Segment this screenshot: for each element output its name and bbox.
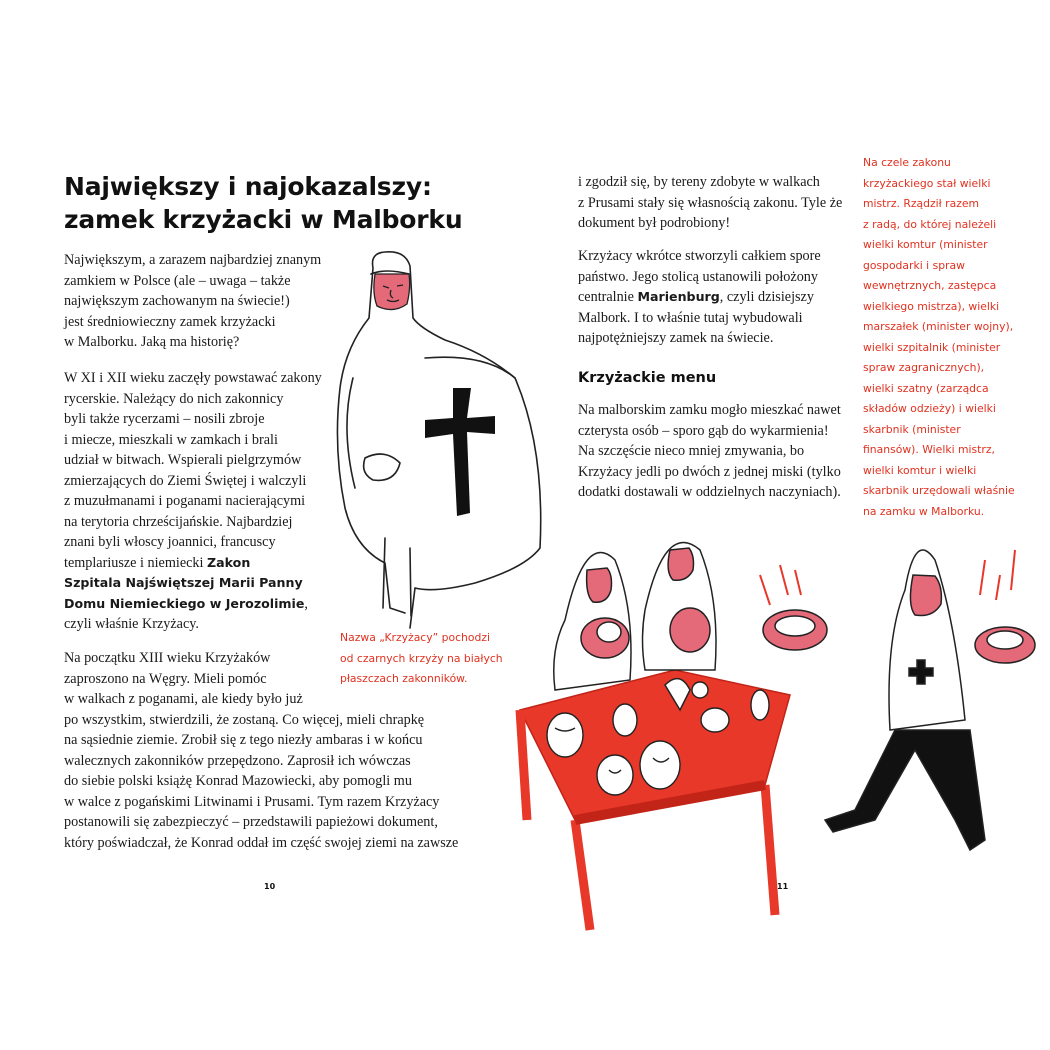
cross-icon (425, 388, 495, 516)
state-text: Krzyżacy wkrótce stworzyli całkiem spore państwo. Jego stolicą ustanowili położony centralnie (578, 248, 821, 305)
history-paragraph (64, 368, 364, 635)
state-text-end: , czyli dzisiejszy Malbork. I to właśnie tutaj wybudowali najpotężniejszy zamek na świecie. (578, 289, 814, 346)
red-table (520, 670, 790, 930)
history-paragraph-2: Na początku XIII wieku Krzyżaków zaproszono na Węgry. Mieli pomóc w walkach z poganami, ale kiedy było już po wszystkim, stwierdzili, że zostaną. Co więcej, mieli chrapkę na sąsiednie ziemie. Zrobił się z tego niezły ambaras i w końcu walecznych zakonników przepędzono. Zaprosił ich wówczas do siebie polski książę Konrad Mazowiecki, aby pomogli mu w walce z pogańskimi Litwinami i Prusami. Tym razem Krzyżacy postanowili się zabezpieczyć – przedstawili papieżowi dokument, który poświadczał, że Konrad oddał im część swojej ziemi na zawsze (64, 650, 459, 851)
page-number-left: 10 (264, 882, 276, 891)
page-title (64, 170, 524, 236)
right-paragraph-2 (578, 246, 858, 349)
history-text: W XI i XII wieku zaczęły powstawać zakony rycerskie. Należący do nich zakonnicy byli także rycerzami – nosili zbroje i miecze, mieszkali w zamkach i brali udział w bitwach. Wspierali pielgrzymów zmierzających do Ziemi Świętej i walczyli z muzułmanami i poganami nacierającymi na terytoria chrześcijańskie. Najbardziej znani byli włoscy joannici, francuscy templariusze i niemiecki (64, 370, 322, 571)
monk-left (554, 553, 631, 691)
order-name-bold: Zakon Szpitala Najświętszej Marii Panny Domu Niemieckiego w Jerozolimie (64, 554, 305, 611)
right-paragraph-1: i zgodził się, by tereny zdobyte w walkach z Prusami stały się własnością zakonu. Tyle że dokument był podrobiony! (578, 174, 843, 231)
feast-illustration (515, 520, 1045, 930)
monk-running (760, 550, 1035, 850)
right-paragraph-3: Na malborskim zamku mogło mieszkać nawet czterysta osób – sporo gąb do wykarmienia! Na szczęście nieco mniej zmywania, bo Krzyżacy jedli po dwóch z jednej miski (tylko dodatki dostawali w oddzielnych naczyniach). (578, 402, 841, 500)
illustration-caption: Nazwa „Krzyżacy” pochodzi od czarnych krzyży na białych płaszczach zakonników. (340, 631, 503, 685)
grand-master-sidenote: Na czele zakonu krzyżackiego stał wielki mistrz. Rządził razem z radą, do której należeli wielki komtur (minister gospodarki i spraw wewnętrznych, zastępca wielkiego mistrza), wielki marszałek (minister wojny), wielki szpitalnik (minister spraw zagranicznych), wielki szatny (zarządca składów odzieży) i wielki skarbnik (minister finansów). Wielki mistrz, wielki komtur i wielki skarbnik urzędowali właśnie na zamku w Malborku. (863, 156, 1015, 518)
title-line-2: zamek krzyżacki w Malborku (64, 205, 463, 234)
marienburg-bold: Marienburg (637, 289, 720, 304)
page-number-right: 11 (777, 882, 789, 891)
intro-paragraph: Największym, a zarazem najbardziej znanym zamkiem w Polsce (ale – uwaga – także największym zachowanym na świecie!) jest średniowieczny zamek krzyżacki w Malborku. Jaką ma historię? (64, 252, 322, 350)
menu-subheading: Krzyżackie menu (578, 370, 717, 386)
knight-face (374, 274, 410, 310)
title-line-1: Największy i najokazalszy: (64, 172, 432, 201)
history-text-end: , czyli właśnie Krzyżacy. (64, 595, 308, 632)
